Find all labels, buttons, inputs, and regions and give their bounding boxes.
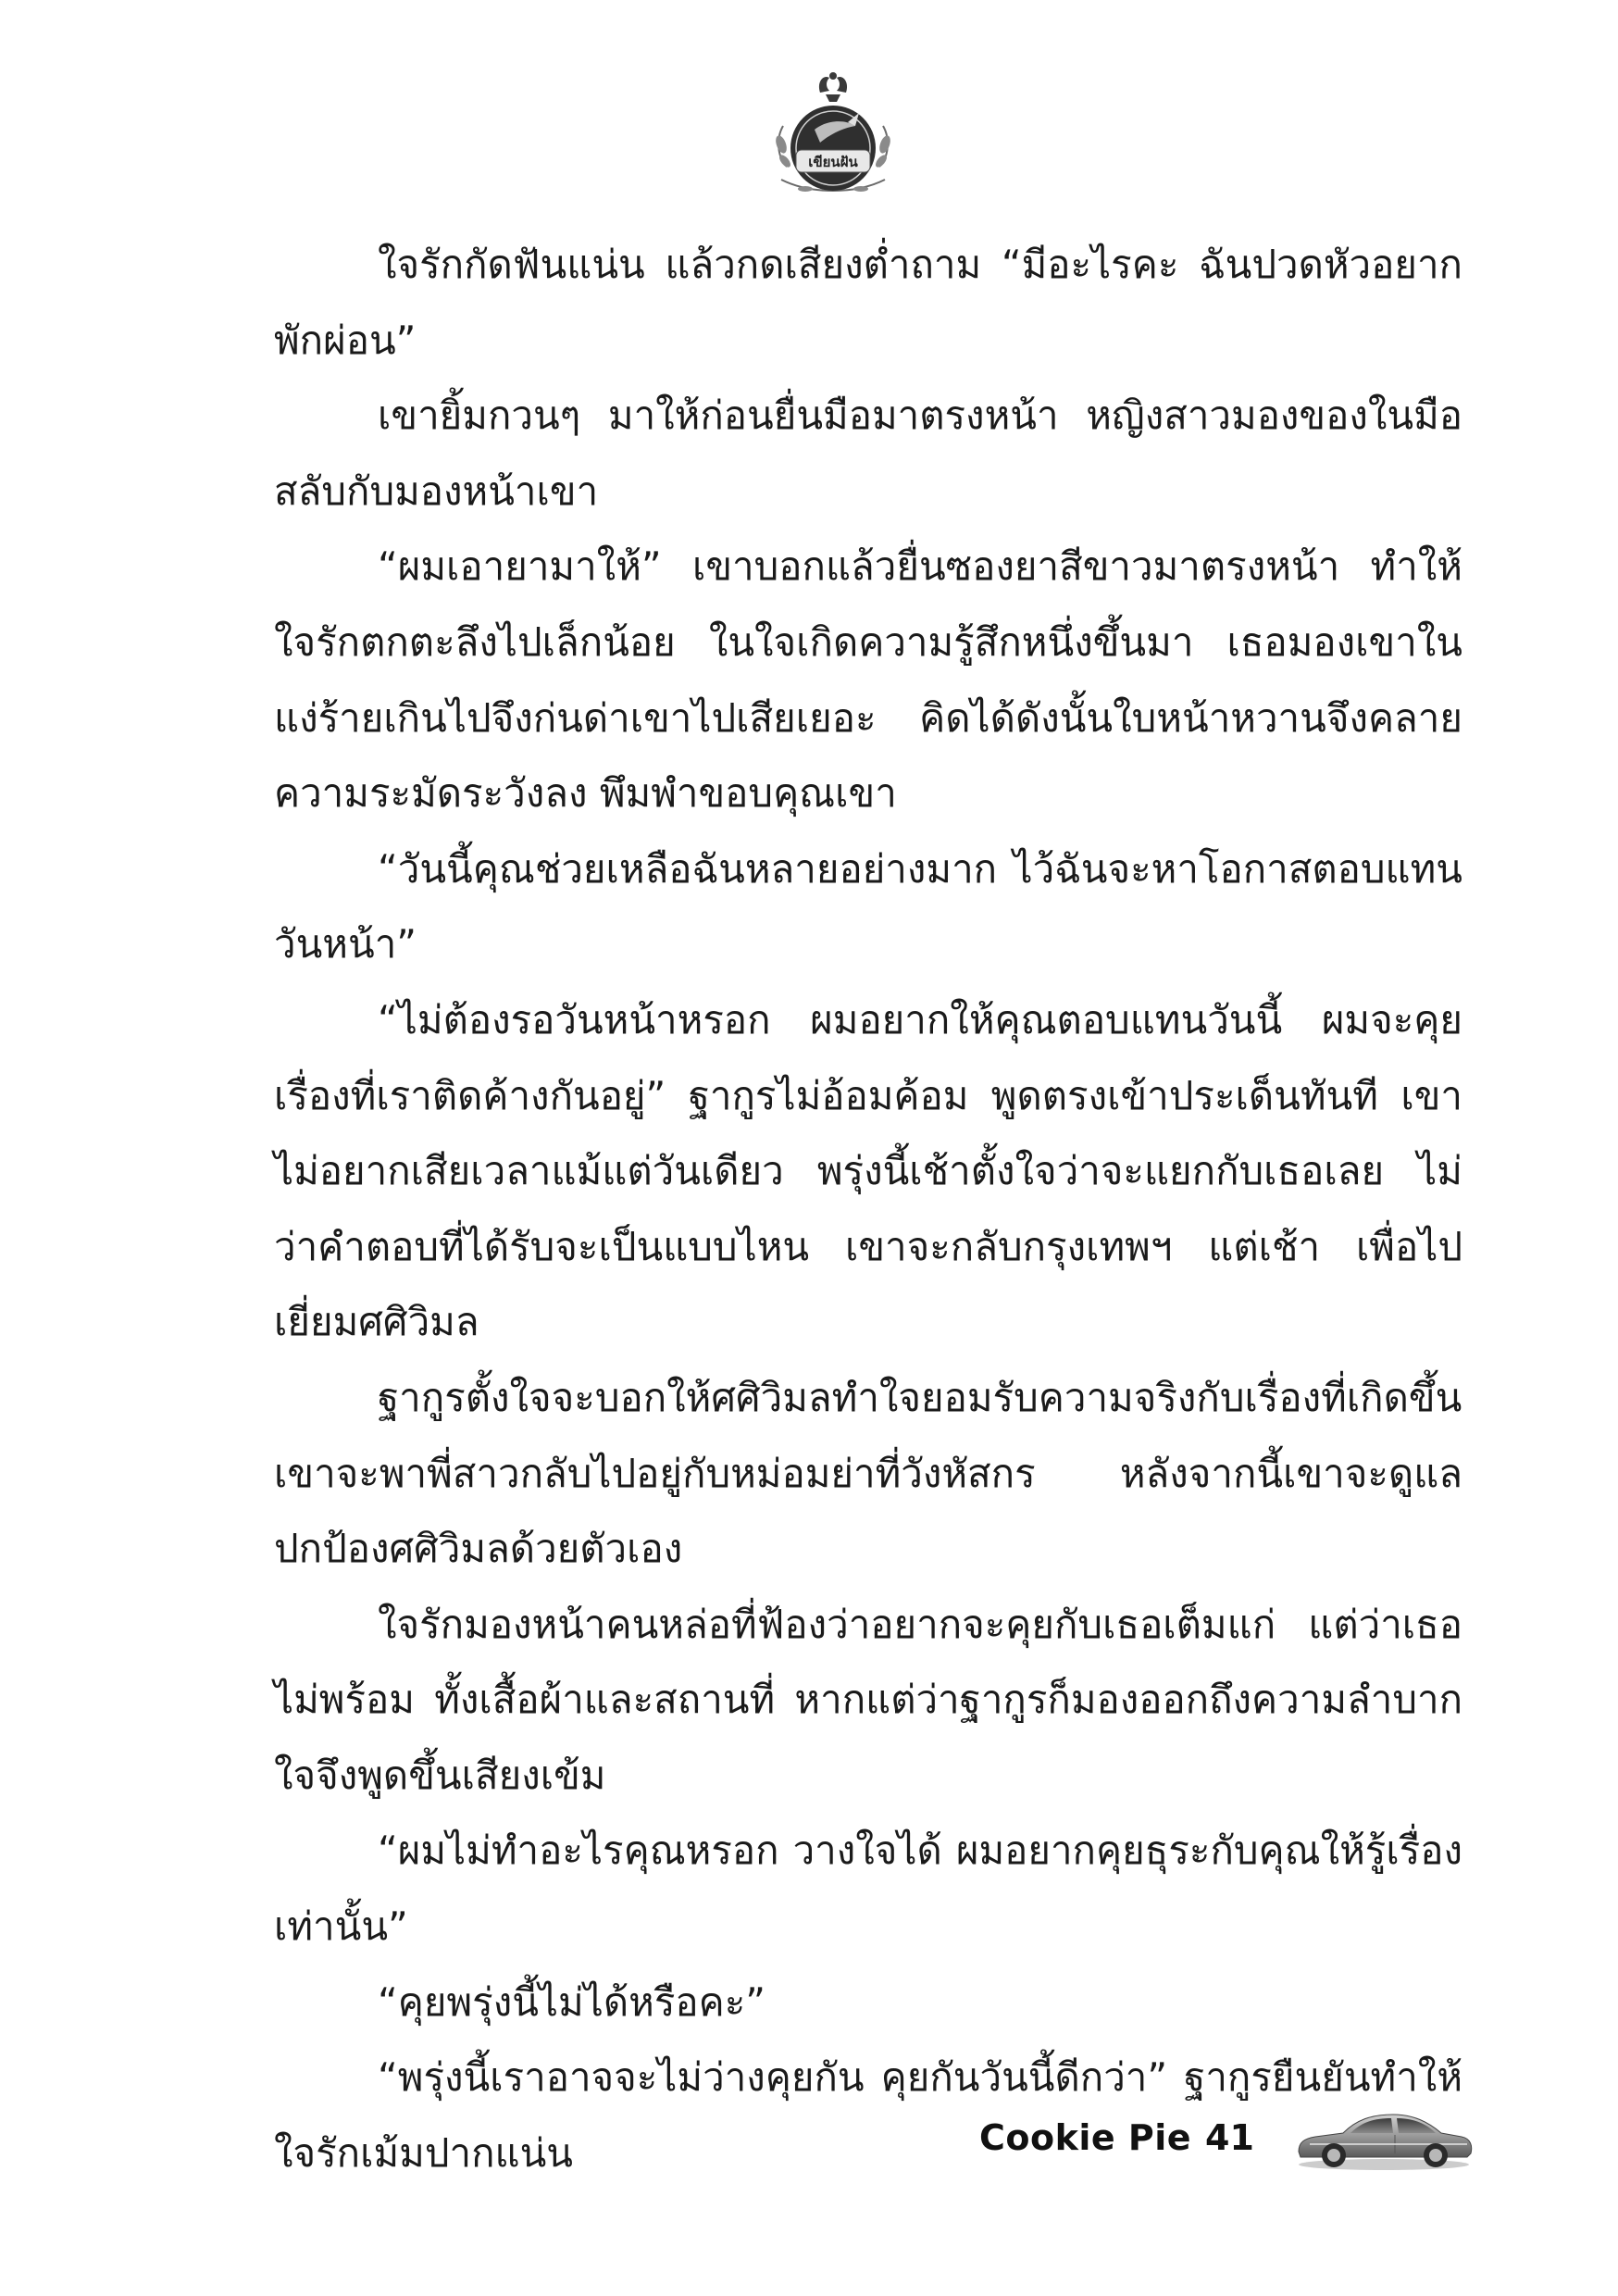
paragraph: ฐากูรตั้งใจจะบอกให้ศศิวิมลทำใจยอมรับความจริงกับเรื่องที่เกิดขึ้นเขาจะพาพี่สาวกลับไปอยู่กับหม่อมย่าที่วังหัสกร หลังจากนี้เขาจะดูแลปกป้องศศิวิมลด้วยตัวเอง — [274, 1374, 1462, 1572]
sedan-car-icon — [1291, 2100, 1476, 2174]
page-number: 41 — [1205, 2117, 1254, 2158]
paragraph: เขายิ้มกวนๆ มาให้ก่อนยื่นมือมาตรงหน้า หญิงสาวมองของในมือสลับกับมองหน้าเขา — [274, 393, 1462, 514]
paragraph: “ผมเอายามาให้” เขาบอกแล้วยื่นซองยาสีขาวมาตรงหน้า ทำให้ใจรักตกตะลึงไปเล็กน้อย ในใจเกิดความรู้สึกหนึ่งขึ้นมา เธอมองเขาในแง่ร้ายเกินไปจึงก่นด่าเขาไปเสียเยอะ คิดได้ดังนั้นใบหน้าหวานจึงคลายความระมัดระวังลง พึมพำขอบคุณเขา — [274, 543, 1462, 817]
paragraph: “พรุ่งนี้เราอาจจะไม่ว่างคุยกัน คุยกันวันนี้ดีกว่า” ฐากูรยืนยันทำให้ใจรักเม้มปากแน่น — [274, 2054, 1462, 2176]
paragraph: “วันนี้คุณช่วยเหลือฉันหลายอย่างมาก ไว้ฉันจะหาโอกาสตอบแทนวันหน้า” — [274, 845, 1462, 967]
body-text — [274, 227, 1462, 2190]
paragraph: “ผมไม่ทำอะไรคุณหรอก วางใจได้ ผมอยากคุยธุระกับคุณให้รู้เรื่องเท่านั้น” — [274, 1828, 1462, 1950]
paragraph: “คุยพรุ่งนี้ไม่ได้หรือคะ” — [378, 1978, 766, 2025]
paragraph: “ไม่ต้องรอวันหน้าหรอก ผมอยากให้คุณตอบแทนวันนี้ ผมจะคุยเรื่องที่เราติดค้างกันอยู่” ฐากูรไม่อ้อมค้อม พูดตรงเข้าประเด็นทันที เขาไม่อยากเสียเวลาแม้แต่วันเดียว พรุ่งนี้เช้าตั้งใจว่าจะแยกกับเธอเลย ไม่ว่าคำตอบที่ได้รับจะเป็นแบบไหน เขาจะกลับกรุงเทพฯ แต่เช้า เพื่อไปเยี่ยมศศิวิมล — [274, 996, 1462, 1345]
paragraph: ใจรักมองหน้าคนหล่อที่ฟ้องว่าอยากจะคุยกับเธอเต็มแก่ แต่ว่าเธอไม่พร้อม ทั้งเสื้อผ้าและสถานที่ หากแต่ว่าฐากูรก็มองออกถึงความลำบากใจจึงพูดขึ้นเสียงเข้ม — [274, 1601, 1462, 1798]
publisher-name: Cookie Pie — [979, 2117, 1192, 2158]
ornamental-seal-icon — [759, 65, 907, 204]
emblem-text: เขียนฝัน — [808, 154, 858, 170]
paragraph: ใจรักกัดฟันแน่น แล้วกดเสียงต่ำถาม “มีอะไรคะ ฉันปวดหัวอยากพักผ่อน” — [274, 242, 1462, 363]
